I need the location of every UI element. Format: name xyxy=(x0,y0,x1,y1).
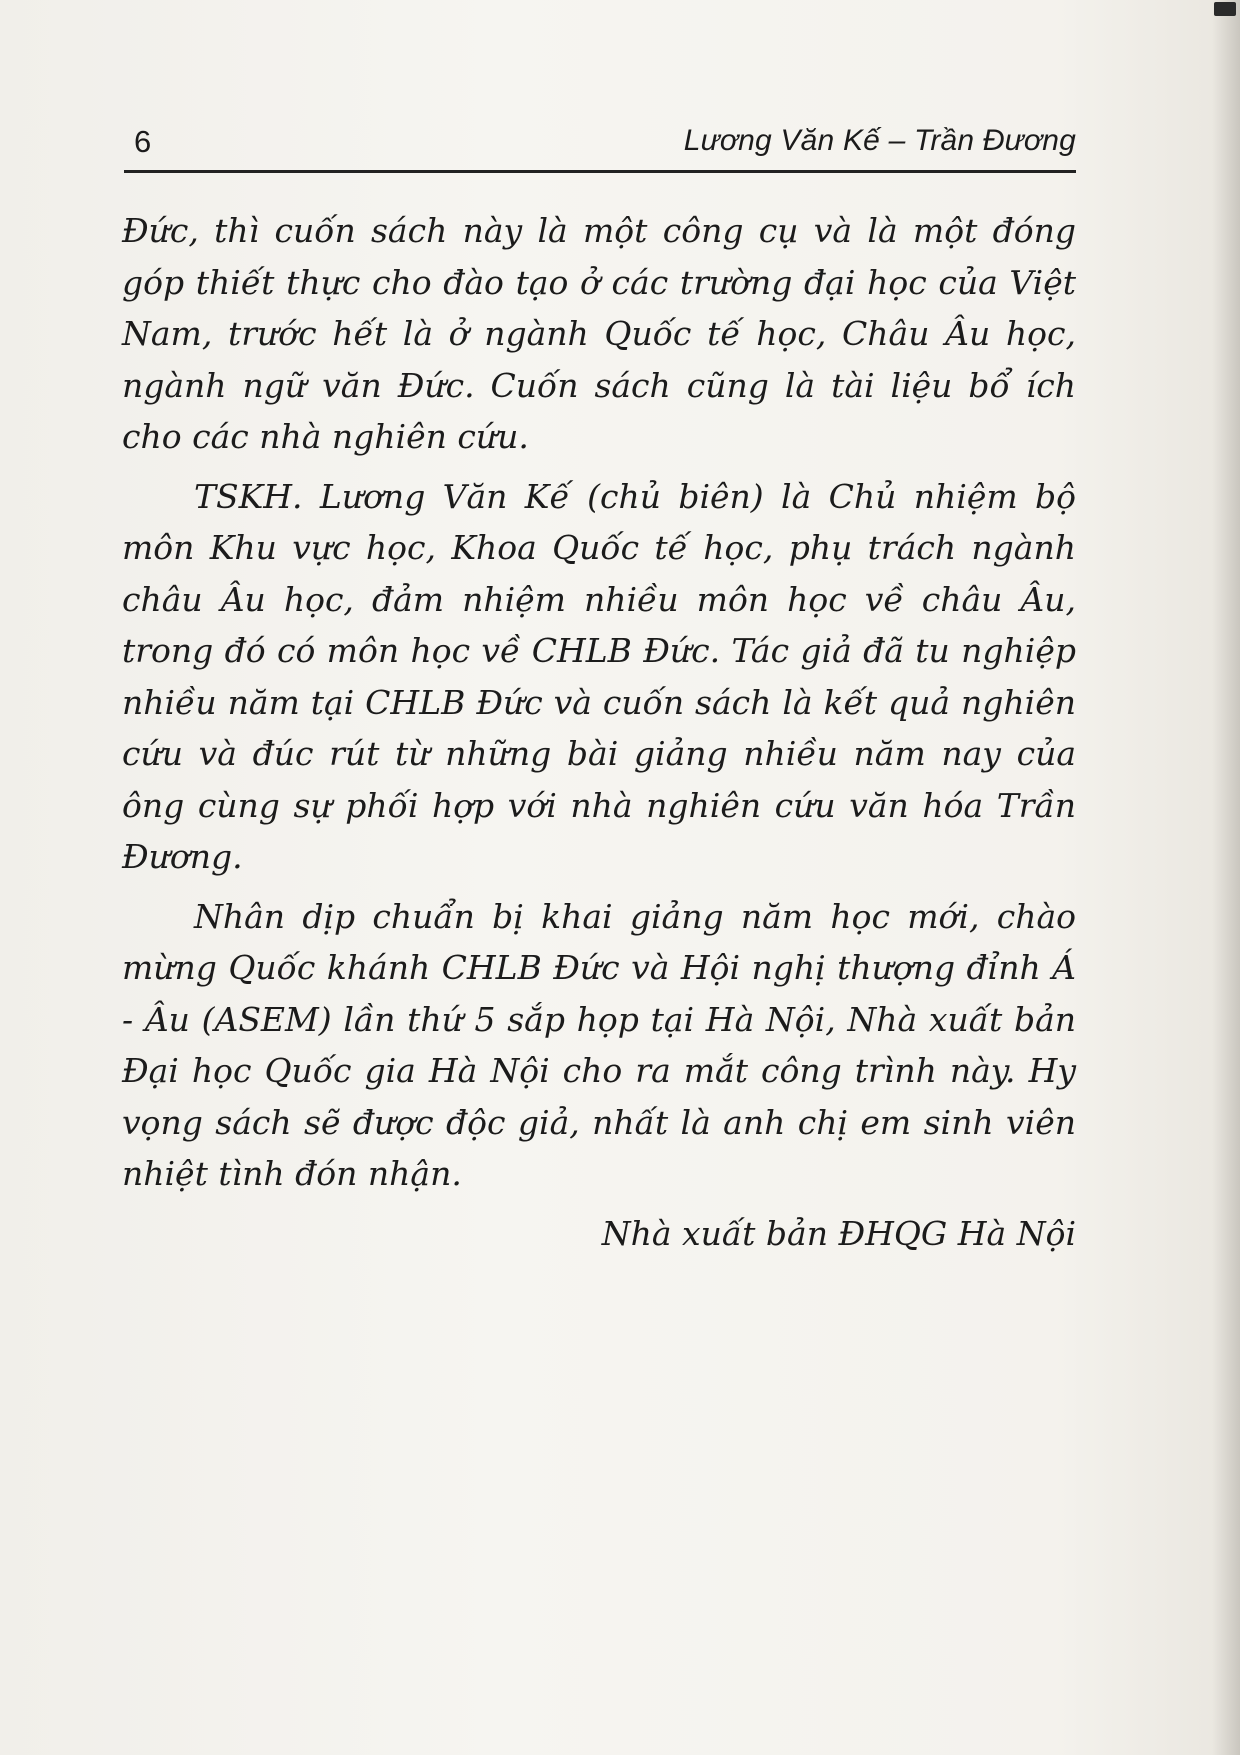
paragraph-author-bio: TSKH. Lương Văn Kế (chủ biên) là Chủ nhiệm bộ môn Khu vực học, Khoa Quốc tế học, phụ trách ngành châu Âu học, đảm nhiệm nhiều môn học về châu Âu, trong đó có môn học về CHLB Đức. Tác giả đã tu nghiệp nhiều năm tại CHLB Đức và cuốn sách là kết quả nghiên cứu và đúc rút từ những bài giảng nhiều năm nay của ông cùng sự phối hợp với nhà nghiên cứu văn hóa Trần Đương. xyxy=(122,476,1076,876)
page-number: 6 xyxy=(134,124,152,159)
running-head: Lương Văn Kế – Trần Đương xyxy=(683,124,1076,157)
page-header xyxy=(124,118,1076,166)
paragraph-publication-note: Nhân dịp chuẩn bị khai giảng năm học mới, chào mừng Quốc khánh CHLB Đức và Hội nghị thượng đỉnh Á - Âu (ASEM) lần thứ 5 sắp họp tại Hà Nội, Nhà xuất bản Đại học Quốc gia Hà Nội cho ra mắt công trình này. Hy vọng sách sẽ được độc giả, nhất là anh chị em sinh viên nhiệt tình đón nhận. xyxy=(122,896,1076,1193)
corner-mark xyxy=(1214,2,1236,16)
header-rule xyxy=(124,170,1076,173)
body-text xyxy=(122,205,1076,1259)
publisher-signature: Nhà xuất bản ĐHQG Hà Nội xyxy=(601,1213,1076,1253)
page-edge-shadow xyxy=(1212,0,1240,1755)
paragraph-continuation: Đức, thì cuốn sách này là một công cụ và là một đóng góp thiết thực cho đào tạo ở các trường đại học của Việt Nam, trước hết là ở ngành Quốc tế học, Châu Âu học, ngành ngữ văn Đức. Cuốn sách cũng là tài liệu bổ ích cho các nhà nghiên cứu. xyxy=(122,211,1076,456)
